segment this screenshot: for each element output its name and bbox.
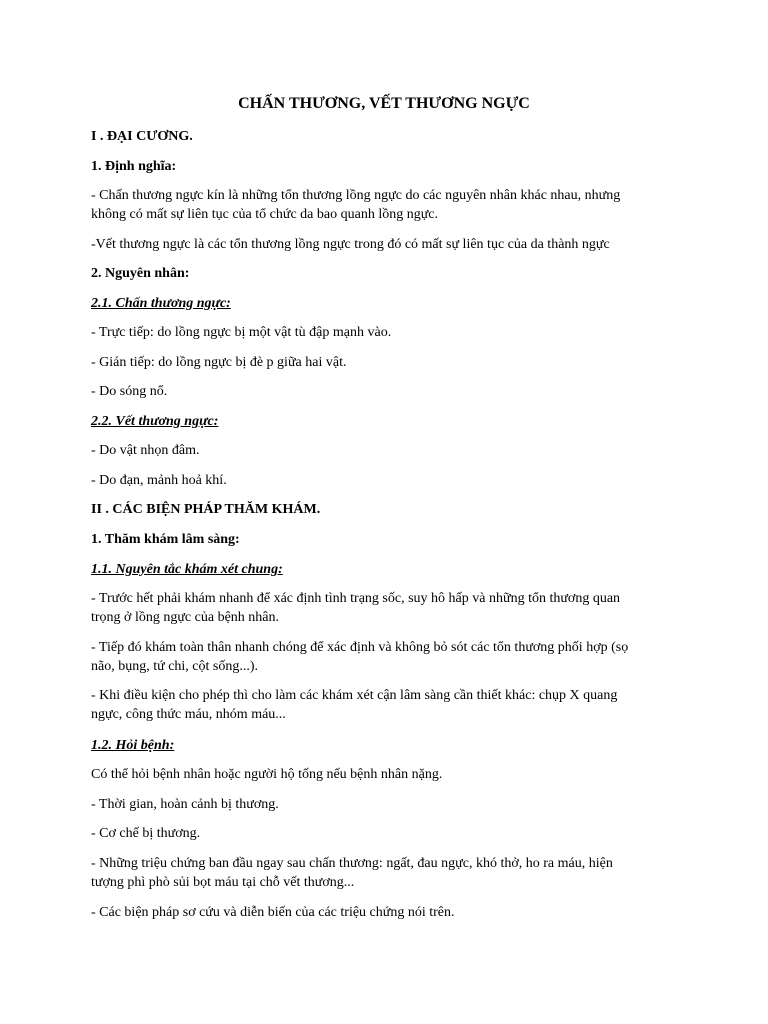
paragraph-line: não, bụng, tứ chi, cột sống...). [91,659,259,674]
paragraph-line: - Những triệu chứng ban đầu ngay sau chấn thương: ngất, đau ngực, khó thở, ho ra máu, hiện [91,856,613,871]
list-item: - Gián tiếp: do lồng ngực bị đè p giữa hai vật. [91,355,347,370]
paragraph-line: - Tiếp đó khám toàn thân nhanh chóng để xác định và không bỏ sót các tổn thương phối hợp (sọ [91,640,629,655]
paragraph-line: -Vết thương ngực là các tổn thương lồng ngực trong đó có mất sự liên tục của da thành ngực [91,237,610,252]
subheading-nguyen-tac-kham: 1.1. Nguyên tắc khám xét chung: [91,562,283,577]
subheading-vet-thuong-nguc: 2.2. Vết thương ngực: [91,414,219,429]
list-item: - Trực tiếp: do lồng ngực bị một vật tù đập mạnh vào. [91,325,392,340]
section-heading-tham-kham: II . CÁC BIỆN PHÁP THĂM KHÁM. [91,502,321,517]
subheading-chan-thuong-nguc: 2.1. Chấn thương ngực: [91,296,231,311]
section-heading-dai-cuong: I . ĐẠI CƯƠNG. [91,129,193,144]
document-title: CHẤN THƯƠNG, VẾT THƯƠNG NGỰC [238,95,530,112]
list-item: - Do vật nhọn đâm. [91,443,200,458]
list-item: - Thời gian, hoàn cảnh bị thương. [91,797,279,812]
subheading-dinh-nghia: 1. Định nghĩa: [91,159,177,174]
list-item: - Do đạn, mảnh hoả khí. [91,473,227,488]
paragraph-line: không có mất sự liên tục của tổ chức da bao quanh lồng ngực. [91,207,439,222]
list-item: - Cơ chế bị thương. [91,826,201,841]
paragraph-line: - Trước hết phải khám nhanh để xác định tình trạng sốc, suy hô hấp và những tổn thương quan [91,591,621,606]
paragraph-line: trọng ở lồng ngực của bệnh nhân. [91,610,280,625]
paragraph-line: ngực, công thức máu, nhóm máu... [91,707,286,722]
paragraph-line: Có thể hỏi bệnh nhân hoặc người hộ tống nếu bệnh nhân nặng. [91,767,443,782]
subheading-nguyen-nhan: 2. Nguyên nhân: [91,266,190,281]
paragraph-line: - Chấn thương ngực kín là những tổn thương lồng ngực do các nguyên nhân khác nhau, nhưng [91,188,621,203]
subheading-tham-kham-lam-sang: 1. Thăm khám lâm sàng: [91,532,240,547]
list-item: - Do sóng nổ. [91,384,168,399]
paragraph-line: tượng phì phò sủi bọt máu tại chỗ vết thương... [91,875,355,890]
subheading-hoi-benh: 1.2. Hỏi bệnh: [91,738,175,753]
list-item: - Các biện pháp sơ cứu và diễn biến của các triệu chứng nói trên. [91,905,455,920]
paragraph-line: - Khi điều kiện cho phép thì cho làm các khám xét cận lâm sàng cần thiết khác: chụp X quang [91,688,618,703]
